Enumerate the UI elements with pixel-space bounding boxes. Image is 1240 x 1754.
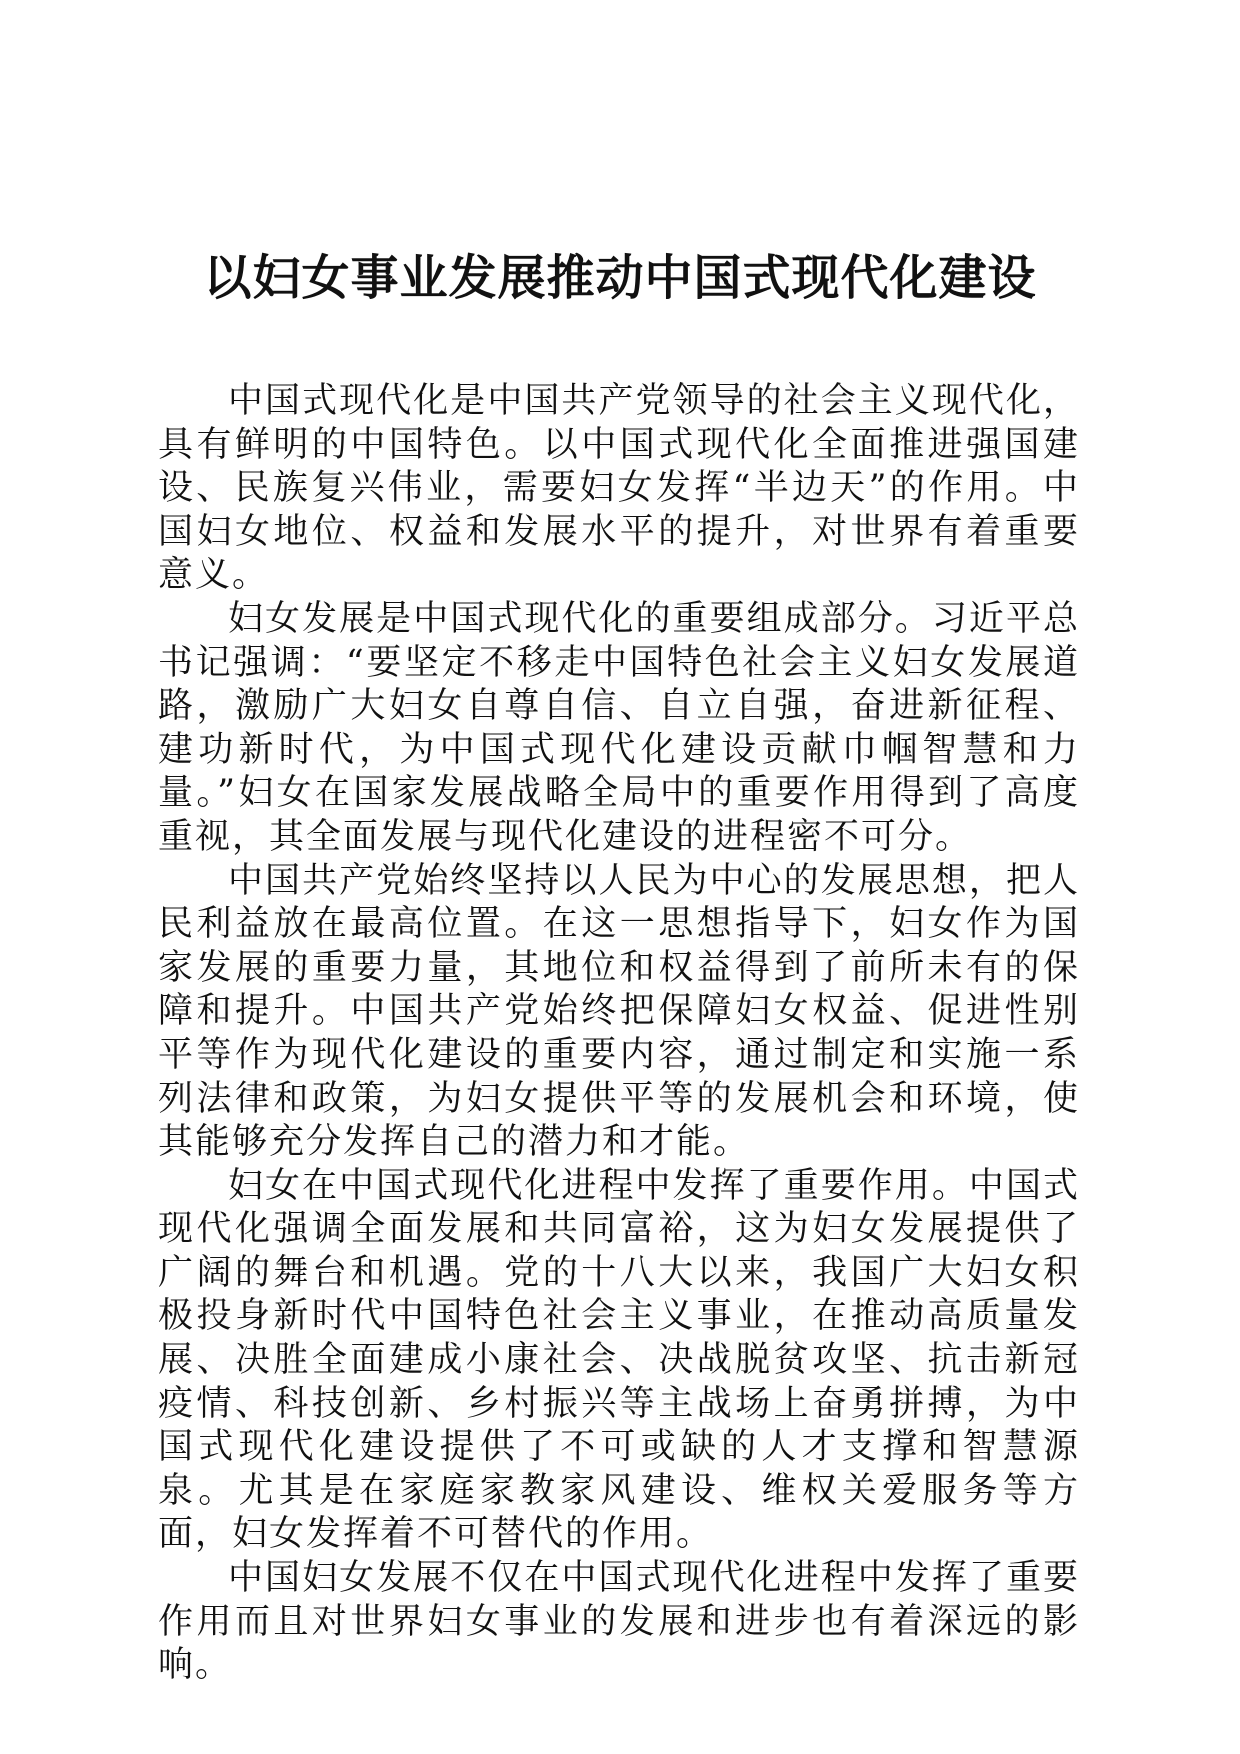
document-title: 以妇女事业发展推动中国式现代化建设 — [203, 250, 1037, 306]
paragraph: 妇女发展是中国式现代化的重要组成部分。习近平总书记强调：“要坚定不移走中国特色社会主义妇女发展道路，激励广大妇女自尊自信、自立自强，奋进新征程、建功新时代，为中国式现代化建设贡献巾帼智慧和力量。”妇女在国家发展战略全局中的重要作用得到了高度重视，其全面发展与现代化建设的进程密不可分。 — [158, 598, 1080, 857]
paragraph: 中国妇女发展不仅在中国式现代化进程中发挥了重要作用而且对世界妇女事业的发展和进步也有着深远的影响。 — [158, 1558, 1080, 1686]
document-body — [158, 380, 1080, 1688]
paragraph: 中国式现代化是中国共产党领导的社会主义现代化，具有鲜明的中国特色。以中国式现代化全面推进强国建设、民族复兴伟业，需要妇女发挥“半边天”的作用。中国妇女地位、权益和发展水平的提升，对世界有着重要意义。 — [158, 381, 1080, 596]
paragraph: 妇女在中国式现代化进程中发挥了重要作用。中国式现代化强调全面发展和共同富裕，这为妇女发展提供了广阔的舞台和机遇。党的十八大以来，我国广大妇女积极投身新时代中国特色社会主义事业，在推动高质量发展、决胜全面建成小康社会、决战脱贫攻坚、抗击新冠疫情、科技创新、乡村振兴等主战场上奋勇拼搏，为中国式现代化建设提供了不可或缺的人才支撑和智慧源泉。尤其是在家庭家教家风建设、维权关爱服务等方面，妇女发挥着不可替代的作用。 — [158, 1165, 1080, 1555]
paragraph: 中国共产党始终坚持以人民为中心的发展思想，把人民利益放在最高位置。在这一思想指导下，妇女作为国家发展的重要力量，其地位和权益得到了前所未有的保障和提升。中国共产党始终把保障妇女权益、促进性别平等作为现代化建设的重要内容，通过制定和实施一系列法律和政策，为妇女提供平等的发展机会和环境，使其能够充分发挥自己的潜力和才能。 — [158, 860, 1080, 1163]
